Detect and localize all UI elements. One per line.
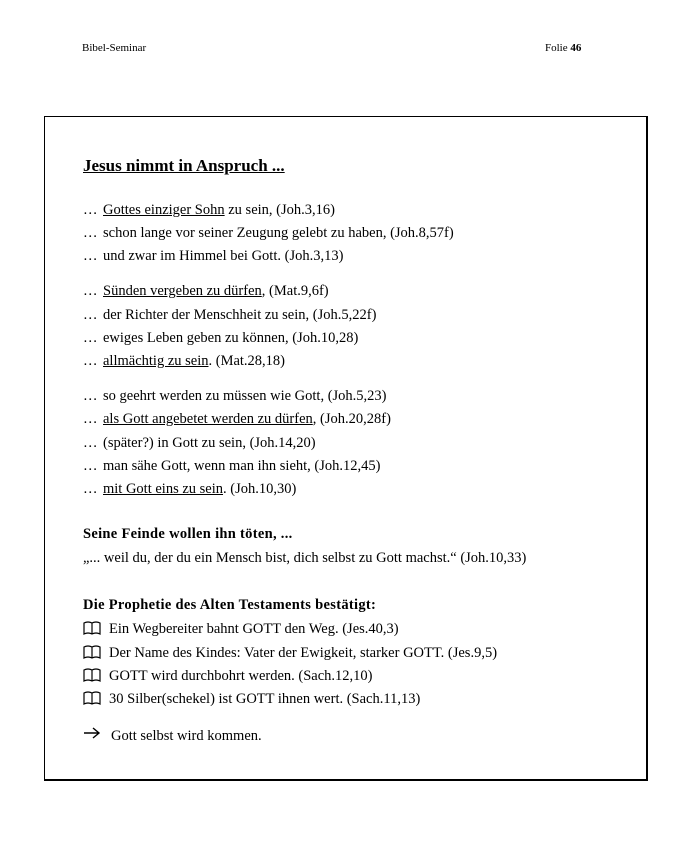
claim-line: … der Richter der Menschheit zu sein, (Joh.5,22f) [83,307,377,323]
prophecy-item: Der Name des Kindes: Vater der Ewigkeit, starker GOTT. (Jes.9,5) [83,645,497,662]
slide-label: Folie [545,42,568,54]
claim-line: … man sähe Gott, wenn man ihn sieht, (Joh.12,45) [83,458,381,474]
right-arrow-icon [83,726,111,745]
claim-line: … so geehrt werden zu müssen wie Gott, (Joh.5,23) [83,388,387,404]
prophecy-item: GOTT wird durchbohrt werden. (Sach.12,10) [83,668,373,685]
open-book-icon [83,668,109,685]
claim-line: … Gottes einziger Sohn zu sein, (Joh.3,16) [83,202,335,218]
claim-line: … Sünden vergeben zu dürfen, (Mat.9,6f) [83,283,329,299]
open-book-icon [83,645,109,662]
conclusion-line: Gott selbst wird kommen. [83,726,262,745]
slide-number: 46 [570,42,582,54]
header-right [545,42,581,54]
claim-line: … (später?) in Gott zu sein, (Joh.14,20) [83,435,316,451]
claim-line: … ewiges Leben geben zu können, (Joh.10,28) [83,330,359,346]
open-book-icon [83,621,109,638]
prophecy-item: 30 Silber(schekel) ist GOTT ihnen wert. (Sach.11,13) [83,691,420,708]
claim-line: … mit Gott eins zu sein. (Joh.10,30) [83,481,297,497]
prophecy-item: Ein Wegbereiter bahnt GOTT den Weg. (Jes.40,3) [83,621,399,638]
enemies-quote: „... weil du, der du ein Mensch bist, dich selbst zu Gott machst.“ (Joh.10,33) [83,550,527,566]
enemies-heading: Seine Feinde wollen ihn töten, ... [83,526,293,542]
claim-line: … und zwar im Himmel bei Gott. (Joh.3,13) [83,248,344,264]
open-book-icon [83,691,109,708]
slide-title: Jesus nimmt in Anspruch ... [83,156,285,175]
claim-line: … allmächtig zu sein. (Mat.28,18) [83,353,286,369]
prophecy-heading: Die Prophetie des Alten Testaments bestätigt: [83,597,377,613]
claim-line: … als Gott angebetet werden zu dürfen, (Joh.20,28f) [83,411,391,427]
claim-line: … schon lange vor seiner Zeugung gelebt zu haben, (Joh.8,57f) [83,225,454,241]
header-left: Bibel-Seminar [82,42,147,54]
